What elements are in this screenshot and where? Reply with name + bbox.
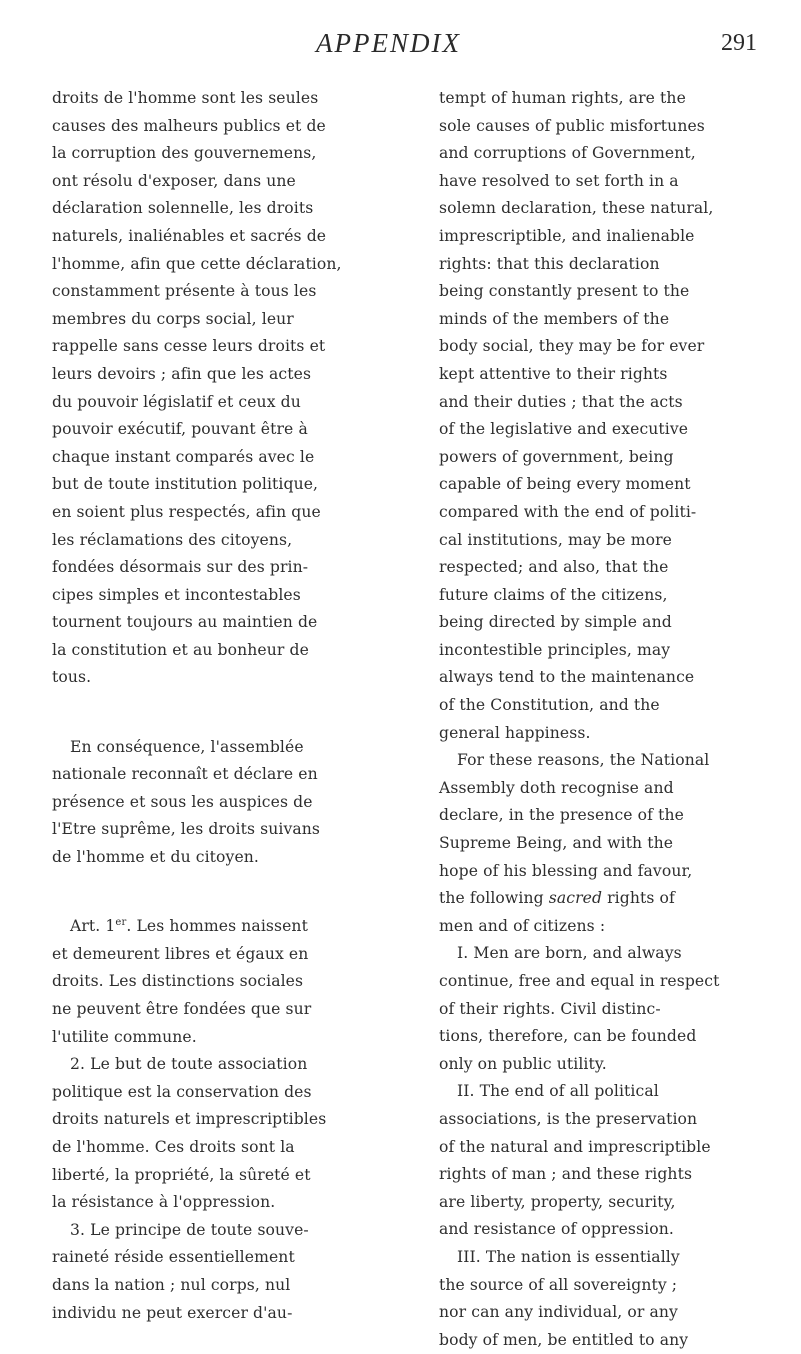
text-line: 2. Le but de toute association [70,1055,308,1074]
text-line: causes des malheurs publics et de [52,116,326,135]
italic-word: sacred [548,889,603,908]
inline-text: the following [439,889,549,908]
inline-text: rights of [602,889,675,908]
text-line: tions, therefore, can be founded [439,1027,697,1046]
text-line: l'utilite commune. [52,1027,197,1046]
text-line: nationale reconnaît et déclare en [52,765,318,784]
text-line: body social, they may be for ever [439,337,705,356]
text-line: l'Etre suprême, les droits suivans [52,820,320,839]
text-line: future claims of the citizens, [439,585,668,604]
french-article-1 [52,913,398,1051]
english-reasons [439,747,771,940]
text-line: of their rights. Civil distinc- [439,999,661,1018]
text-line: powers of government, being [439,447,674,466]
text-line: droits de l'homme sont les seules [52,89,319,107]
text-line: cal institutions, may be more [439,530,672,549]
text-line: being constantly present to the [439,282,690,301]
english-article-3 [439,1244,771,1354]
text-line: rights of man ; and these rights [439,1165,693,1184]
text-line: body of men, be entitled to any [439,1330,689,1349]
page-number: 291 [721,30,757,56]
text-line: leurs devoirs ; afin que les actes [52,364,312,383]
text-line: du pouvoir législatif et ceux du [52,392,301,411]
french-article-2 [52,1051,398,1217]
text-line: only on public utility. [439,1054,607,1073]
text-line: de l'homme. Ces droits sont la [52,1137,295,1156]
text-line: III. The nation is essentially [457,1247,680,1266]
text-line [52,913,398,941]
text-line: constamment présente à tous les [52,282,317,301]
text-line [439,885,771,913]
text-line: incontestible principles, may [439,640,671,659]
text-line: droits. Les distinctions sociales [52,972,304,991]
superscript: er [115,917,127,929]
text-line: but de toute institution politique, [52,475,319,494]
text-line: associations, is the preservation [439,1109,698,1128]
text-line: En conséquence, l'assemblée [70,737,304,756]
text-line: la constitution et au bonheur de [52,640,309,659]
text-line: naturels, inaliénables et sacrés de [52,226,327,245]
text-line: capable of being every moment [439,475,691,494]
french-preamble [52,85,398,692]
text-line: of the Constitution, and the [439,696,660,715]
text-line: les réclamations des citoyens, [52,530,293,549]
text-line: ne peuvent être fondées que sur [52,1000,312,1018]
running-head: APPENDIX [316,28,461,58]
text-line: and resistance of oppression. [439,1220,674,1239]
text-line: are liberty, property, security, [439,1192,676,1211]
english-column [439,85,771,1354]
paragraph-gap [52,720,398,734]
paragraph-gap [52,899,398,913]
text-line: fondées désormais sur des prin- [52,558,309,577]
text-line: rights: that this declaration [439,254,660,273]
text-line: individu ne peut exercer d'au- [52,1303,293,1322]
text-line: always tend to the maintenance [439,668,695,687]
text-line: la résistance à l'oppression. [52,1193,276,1212]
text-line: politique est la conservation des [52,1082,312,1101]
text-line: l'homme, afin que cette déclaration, [52,254,342,273]
article-number: Art. 1 [70,917,116,936]
text-line: being directed by simple and [439,613,672,632]
paragraph-gap [52,692,398,720]
text-line: 3. Le principe de toute souve- [70,1220,309,1239]
text-line: nor can any individual, or any [439,1303,678,1322]
text-line: rappelle sans cesse leurs droits et [52,337,326,356]
paragraph-gap [52,872,398,900]
text-line: of the natural and imprescriptible [439,1137,711,1156]
text-line: the source of all sovereignty ; [439,1275,678,1294]
text-line: de l'homme et du citoyen. [52,848,259,867]
text-line: ont résolu d'exposer, dans une [52,171,296,190]
text-line: en soient plus respectés, afin que [52,502,321,521]
text-line: and corruptions of Government, [439,144,696,163]
text-line: droits naturels et imprescriptibles [52,1110,327,1129]
text-line: continue, free and equal in respect [439,972,720,990]
text-line: présence et sous les auspices de [52,792,313,811]
text-line: I. Men are born, and always [457,944,682,963]
text-line: tournent toujours au maintien de [52,613,318,632]
text-line: men and of citizens : [439,916,606,935]
text-line: compared with the end of politi- [439,502,697,521]
text-line: et demeurent libres et égaux en [52,944,309,963]
text-line: déclaration solennelle, les droits [52,199,314,218]
text-line: tempt of human rights, are the [439,89,686,107]
text-line: membres du corps social, leur [52,309,294,328]
text-line: solemn declaration, these natural, [439,199,714,218]
text-line: kept attentive to their rights [439,364,668,383]
french-article-3 [52,1217,398,1327]
text-line: tous. [52,668,92,687]
text-line: and their duties ; that the acts [439,392,683,411]
text-line: pouvoir exécutif, pouvant être à [52,420,308,439]
text-line: chaque instant comparés avec le [52,447,315,466]
text-line: of the legislative and executive [439,420,689,439]
text-line: cipes simples et incontestables [52,585,301,604]
text-line: liberté, la propriété, la sûreté et [52,1165,311,1184]
english-preamble [439,85,771,747]
text-line: raineté réside essentiellement [52,1248,295,1267]
text-line: general happiness. [439,723,591,742]
text-line: Supreme Being, and with the [439,834,674,853]
text-line: II. The end of all political [457,1082,659,1101]
english-article-1 [439,940,771,1078]
text-line: sole causes of public misfortunes [439,116,705,135]
page-header [0,28,801,68]
french-column [52,85,398,1327]
text-line: For these reasons, the National [457,751,710,770]
text-line: minds of the members of the [439,309,670,328]
text-line: have resolved to set forth in a [439,171,679,190]
text-line: Assembly doth recognise and [439,778,674,797]
text-line: imprescriptible, and inalienable [439,226,695,245]
text-line: dans la nation ; nul corps, nul [52,1275,291,1294]
english-article-2 [439,1078,771,1244]
article-text: . Les hommes naissent [126,917,308,936]
text-line: hope of his blessing and favour, [439,861,693,880]
text-line: declare, in the presence of the [439,806,684,825]
french-consequence [52,734,398,872]
text-line: la corruption des gouvernemens, [52,144,317,163]
text-line: respected; and also, that the [439,558,669,577]
